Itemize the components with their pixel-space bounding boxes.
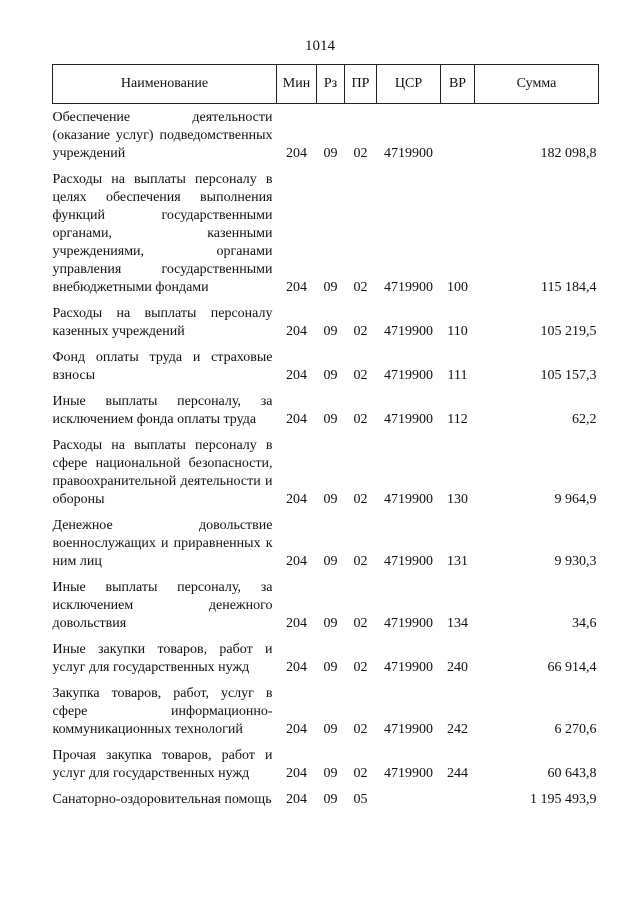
row-name: Иные выплаты персоналу, за исключением фонда оплаты труда — [52, 394, 273, 427]
row-pr: 02 — [353, 492, 368, 507]
row-vr: 240 — [447, 660, 468, 675]
row-pr: 02 — [353, 660, 368, 675]
table-row — [53, 680, 599, 742]
row-sum: 62,2 — [572, 412, 597, 427]
row-rz: 09 — [323, 492, 338, 507]
row-rz: 09 — [323, 792, 338, 807]
row-min: 204 — [286, 660, 307, 675]
row-rz: 09 — [323, 722, 338, 737]
row-min: 204 — [286, 146, 307, 161]
row-rz: 09 — [323, 412, 338, 427]
row-min: 204 — [286, 792, 307, 807]
row-sum: 182 098,8 — [540, 146, 597, 161]
page-number: 1014 — [305, 38, 335, 54]
row-vr: 130 — [447, 492, 468, 507]
header-sum: Сумма — [475, 65, 599, 104]
row-csr: 4719900 — [384, 324, 433, 339]
row-name: Фонд оплаты труда и страховые взносы — [52, 350, 273, 383]
row-rz: 09 — [323, 766, 338, 781]
row-rz: 09 — [323, 616, 338, 631]
row-csr: 4719900 — [384, 766, 433, 781]
row-min: 204 — [286, 412, 307, 427]
row-min: 204 — [286, 554, 307, 569]
row-vr: 100 — [447, 280, 468, 295]
row-pr: 02 — [353, 554, 368, 569]
row-pr: 02 — [353, 722, 368, 737]
row-csr: 4719900 — [384, 554, 433, 569]
row-rz: 09 — [323, 368, 338, 383]
row-pr: 02 — [353, 146, 368, 161]
row-csr: 4719900 — [384, 660, 433, 675]
row-name: Закупка товаров, работ, услуг в сфере информационно-коммуникационных технологий — [52, 686, 273, 737]
table-row — [53, 166, 599, 300]
table-row — [53, 512, 599, 574]
row-sum: 1 195 493,9 — [530, 792, 597, 807]
row-sum: 105 157,3 — [540, 368, 597, 383]
row-min: 204 — [286, 324, 307, 339]
row-min: 204 — [286, 766, 307, 781]
row-name: Расходы на выплаты персоналу казенных учреждений — [52, 306, 273, 339]
header-csr: ЦСР — [377, 65, 441, 104]
row-sum: 115 184,4 — [541, 280, 597, 295]
table-row — [53, 574, 599, 636]
row-min: 204 — [286, 722, 307, 737]
row-name: Расходы на выплаты персоналу в сфере национальной безопасности, правоохранительной деятельности и обороны — [52, 438, 273, 507]
table-row — [53, 432, 599, 512]
row-name: Прочая закупка товаров, работ и услуг для государственных нужд — [52, 748, 273, 781]
row-vr: 111 — [447, 368, 468, 383]
row-rz: 09 — [323, 554, 338, 569]
row-csr: 4719900 — [384, 368, 433, 383]
row-pr: 02 — [353, 616, 368, 631]
row-vr — [441, 104, 475, 167]
row-sum: 34,6 — [572, 616, 597, 631]
row-sum: 60 643,8 — [547, 766, 597, 781]
header-vr: ВР — [441, 65, 475, 104]
row-csr — [377, 786, 441, 812]
row-vr: 242 — [447, 722, 468, 737]
table-row — [53, 786, 599, 812]
row-rz: 09 — [323, 324, 338, 339]
row-name: Иные выплаты персоналу, за исключением денежного довольствия — [52, 580, 273, 631]
header-pr: ПР — [345, 65, 377, 104]
row-min: 204 — [286, 492, 307, 507]
row-rz: 09 — [323, 660, 338, 675]
row-sum: 6 270,6 — [554, 722, 597, 737]
row-pr: 02 — [353, 280, 368, 295]
row-min: 204 — [286, 616, 307, 631]
row-vr: 112 — [447, 412, 468, 427]
table-header-row — [53, 65, 599, 104]
row-csr: 4719900 — [384, 722, 433, 737]
row-rz: 09 — [323, 280, 338, 295]
row-pr: 02 — [353, 324, 368, 339]
header-min: Мин — [277, 65, 317, 104]
row-sum: 9 930,3 — [554, 554, 597, 569]
row-rz: 09 — [323, 146, 338, 161]
row-vr: 134 — [447, 616, 468, 631]
row-name: Денежное довольствие военнослужащих и приравненных к ним лиц — [52, 518, 273, 569]
table-row — [53, 388, 599, 432]
header-name: Наименование — [53, 65, 277, 104]
row-sum: 66 914,4 — [547, 660, 597, 675]
row-sum: 105 219,5 — [540, 324, 597, 339]
row-pr: 02 — [353, 412, 368, 427]
row-vr — [441, 786, 475, 812]
row-min: 204 — [286, 280, 307, 295]
row-csr: 4719900 — [384, 280, 433, 295]
row-name: Обеспечение деятельности (оказание услуг) подведомственных учреждений — [52, 110, 273, 161]
budget-table — [52, 64, 599, 812]
row-csr: 4719900 — [384, 412, 433, 427]
header-rz: Рз — [317, 65, 345, 104]
row-pr: 02 — [353, 368, 368, 383]
table-row — [53, 742, 599, 786]
row-pr: 05 — [353, 792, 368, 807]
row-vr: 131 — [447, 554, 468, 569]
row-name: Иные закупки товаров, работ и услуг для государственных нужд — [52, 642, 273, 675]
row-csr: 4719900 — [384, 616, 433, 631]
row-pr: 02 — [353, 766, 368, 781]
row-vr: 244 — [447, 766, 468, 781]
table-row — [53, 636, 599, 680]
row-sum: 9 964,9 — [554, 492, 597, 507]
table-row — [53, 300, 599, 344]
row-name: Санаторно-оздоровительная помощь — [52, 792, 272, 807]
row-csr: 4719900 — [384, 146, 433, 161]
table-row — [53, 104, 599, 167]
table-row — [53, 344, 599, 388]
row-vr: 110 — [447, 324, 468, 339]
row-min: 204 — [286, 368, 307, 383]
row-name: Расходы на выплаты персоналу в целях обеспечения выполнения функций государственными органами, казенными учреждениями, органами управления государственными внебюджетными фондами — [52, 172, 273, 295]
row-csr: 4719900 — [384, 492, 433, 507]
